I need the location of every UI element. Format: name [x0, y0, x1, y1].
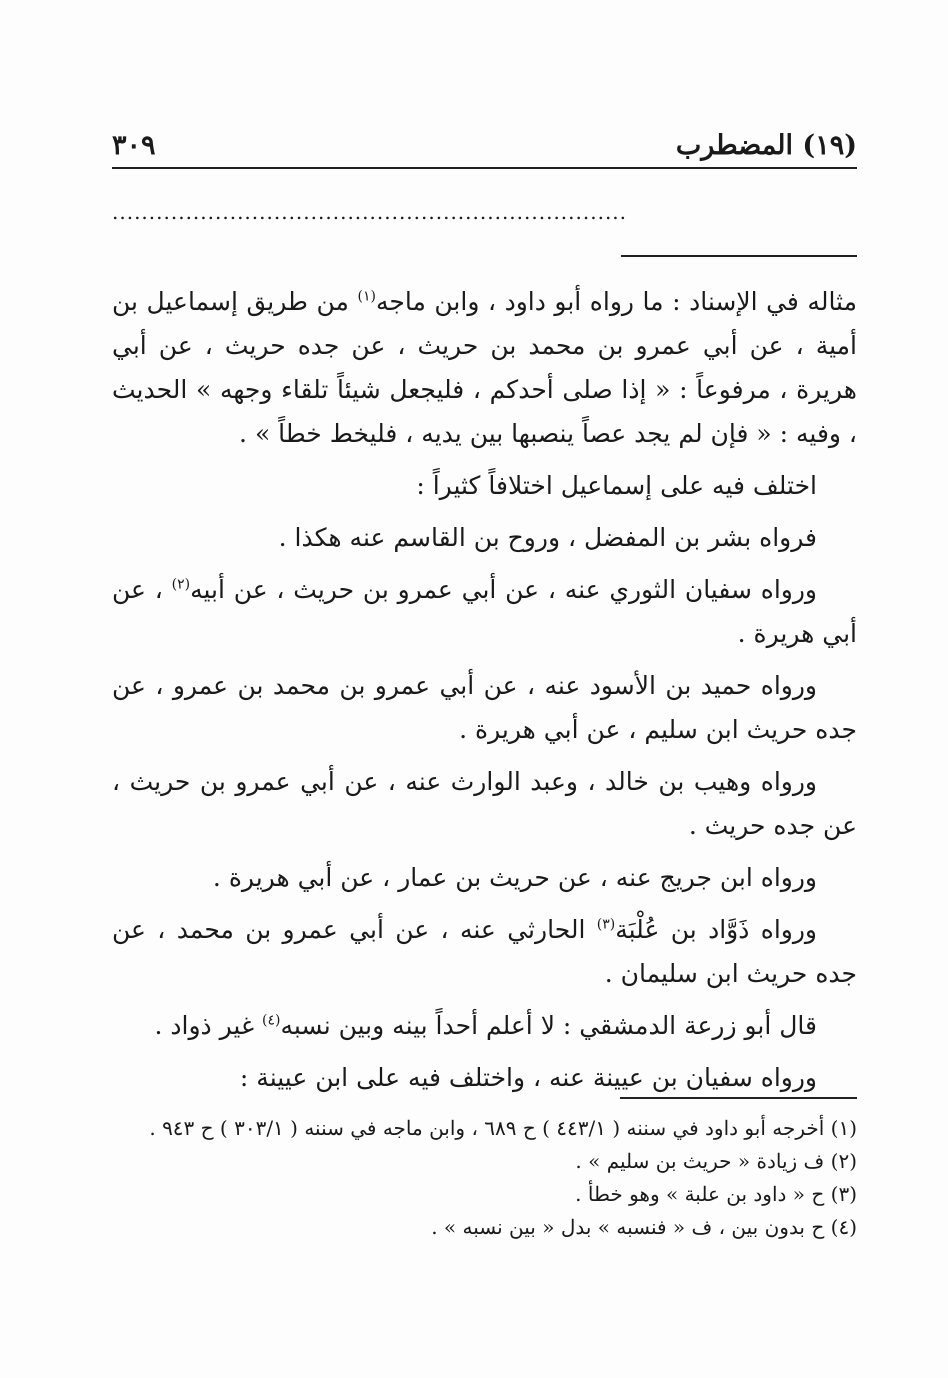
footnote-rule — [620, 1097, 857, 1099]
section-rule — [621, 255, 857, 257]
paragraph-6: ورواه وهيب بن خالد ، وعبد الوارث عنه ، عن أبي عمرو بن حريث ، عن جده حريث . — [112, 767, 857, 840]
paragraph-3: فرواه بشر بن المفضل ، وروح بن القاسم عنه هكذا . — [278, 523, 817, 552]
footnote-ref-4[interactable]: (٤) — [261, 1012, 281, 1029]
paragraph-7: ورواه ابن جريج عنه ، عن حريث بن عمار ، عن أبي هريرة . — [212, 863, 817, 892]
paragraph-2: اختلف فيه على إسماعيل اختلافاً كثيراً : — [416, 471, 817, 500]
paragraph-9: قال أبو زرعة الدمشقي : لا أعلم أحداً بينه وبين نسبه$^{(٤)}$ غير ذواد . — [154, 1011, 817, 1040]
footnote-ref-1[interactable]: (١) — [357, 288, 376, 305]
paragraph-8: ورواه ذَوَّاد بن عُلْبَة$^{(٣)}$ الحارثي عنه ، عن أبي عمرو بن محمد ، عن جده حريث ابن سليمان . — [112, 915, 857, 988]
header-rule — [112, 167, 857, 169]
page-number: ٣٠٩ — [112, 130, 156, 161]
footnote-3: (٣) ح « داود بن علبة » وهو خطأ . — [575, 1182, 857, 1206]
chapter-title: (١٩) المضطرب — [675, 130, 857, 161]
paragraph-1: مثاله في الإسناد : ما رواه أبو داود ، وابن ماجه$^{(١)}$ من طريق إسماعيل بن أمية ، عن أبي عمرو بن محمد بن حريث ، عن جده حريث ، عن أبي هريرة ، مرفوعاً : « إذا صلى أحدكم ، فليجعل شيئاً تلقاء وجهه » الحديث ، وفيه : « فإن لم يجد عصاً ينصبها بين يديه ، فليخط خطاً » . — [112, 287, 857, 448]
footnote-ref-3[interactable]: (٣) — [596, 916, 616, 933]
paragraph-10: ورواه سفيان بن عيينة عنه ، واختلف فيه على ابن عيينة : — [239, 1063, 817, 1092]
page-header — [112, 128, 857, 168]
paragraph-5: ورواه حميد بن الأسود عنه ، عن أبي عمرو بن محمد بن عمرو ، عن جده حريث ابن سليم ، عن أبي هريرة . — [112, 671, 857, 744]
footnote-ref-2[interactable]: (٢) — [171, 576, 191, 593]
footnotes — [112, 1112, 857, 1244]
ellipsis-dots: ...................................................................... — [112, 202, 628, 222]
paragraph-4: ورواه سفيان الثوري عنه ، عن أبي عمرو بن حريث ، عن أبيه$^{(٢)}$ ، عن أبي هريرة . — [112, 575, 857, 648]
footnote-2: (٢) ف زيادة « حريث بن سليم » . — [575, 1149, 857, 1173]
main-text — [112, 280, 857, 1108]
footnote-1: (١) أخرجه أبو داود في سننه ( ٤٤٣/١ ) ح ٦٨٩ ، وابن ماجه في سننه ( ٣٠٣/١ ) ح ٩٤٣ . — [149, 1116, 857, 1140]
footnote-4: (٤) ح بدون بين ، ف « فنسبه » بدل « بين نسبه » . — [431, 1215, 857, 1239]
